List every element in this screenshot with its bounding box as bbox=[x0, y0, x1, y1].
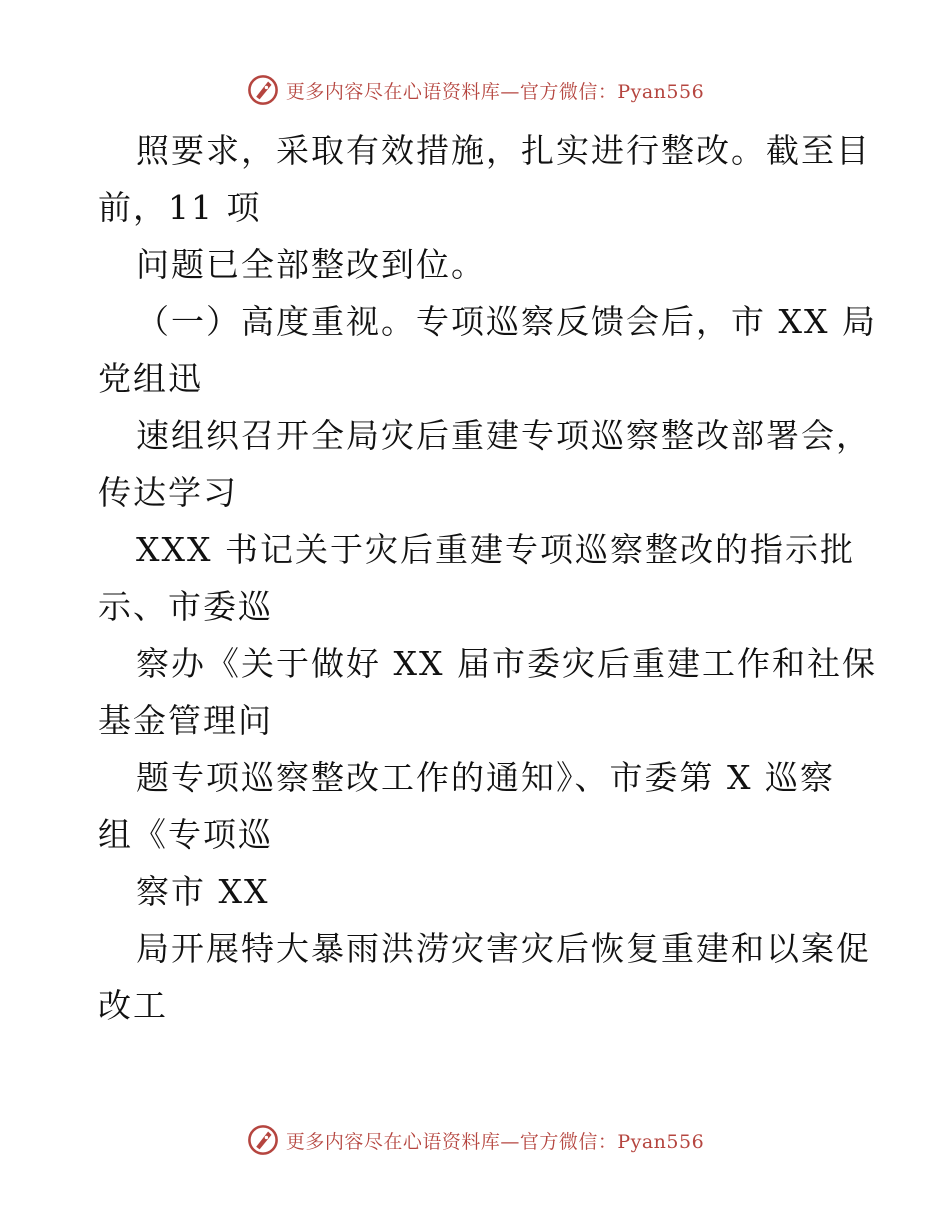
text-line: 速组织召开全局灾后重建专项巡察整改部署会， bbox=[136, 416, 871, 455]
text-line: （一）高度重视。专项巡察反馈会后，市 XX 局 bbox=[136, 302, 877, 341]
watermark-text: 更多内容尽在心语资料库—官方微信：Pyan556 bbox=[285, 1130, 705, 1153]
text-line: 组《专项巡 bbox=[98, 815, 273, 854]
text-line: 基金管理问 bbox=[98, 701, 273, 740]
header-watermark bbox=[0, 70, 950, 110]
text-line: 改工 bbox=[98, 986, 168, 1025]
watermark-text: 更多内容尽在心语资料库—官方微信：Pyan556 bbox=[285, 80, 705, 103]
text-line: 示、市委巡 bbox=[98, 587, 273, 626]
text-line: 党组迅 bbox=[98, 359, 203, 398]
text-line: 察办《关于做好 XX 届市委灾后重建工作和社保 bbox=[136, 644, 877, 683]
text-line: 局开展特大暴雨洪涝灾害灾后恢复重建和以案促 bbox=[136, 929, 871, 968]
footer-watermark bbox=[0, 1120, 950, 1160]
text-line: 传达学习 bbox=[98, 473, 238, 512]
text-line: XXX 书记关于灾后重建专项巡察整改的指示批 bbox=[136, 530, 855, 569]
document-body bbox=[98, 122, 877, 1034]
text-line: 题专项巡察整改工作的通知》、市委第 X 巡察 bbox=[136, 758, 835, 797]
pen-nib-circle-icon bbox=[246, 1123, 280, 1157]
text-line: 前，11 项 bbox=[98, 188, 262, 227]
pen-nib-circle-icon bbox=[246, 73, 280, 107]
text-line: 照要求，采取有效措施，扎实进行整改。截至目 bbox=[136, 131, 871, 170]
text-line: 问题已全部整改到位。 bbox=[136, 245, 486, 284]
text-line: 察市 XX bbox=[136, 872, 270, 911]
